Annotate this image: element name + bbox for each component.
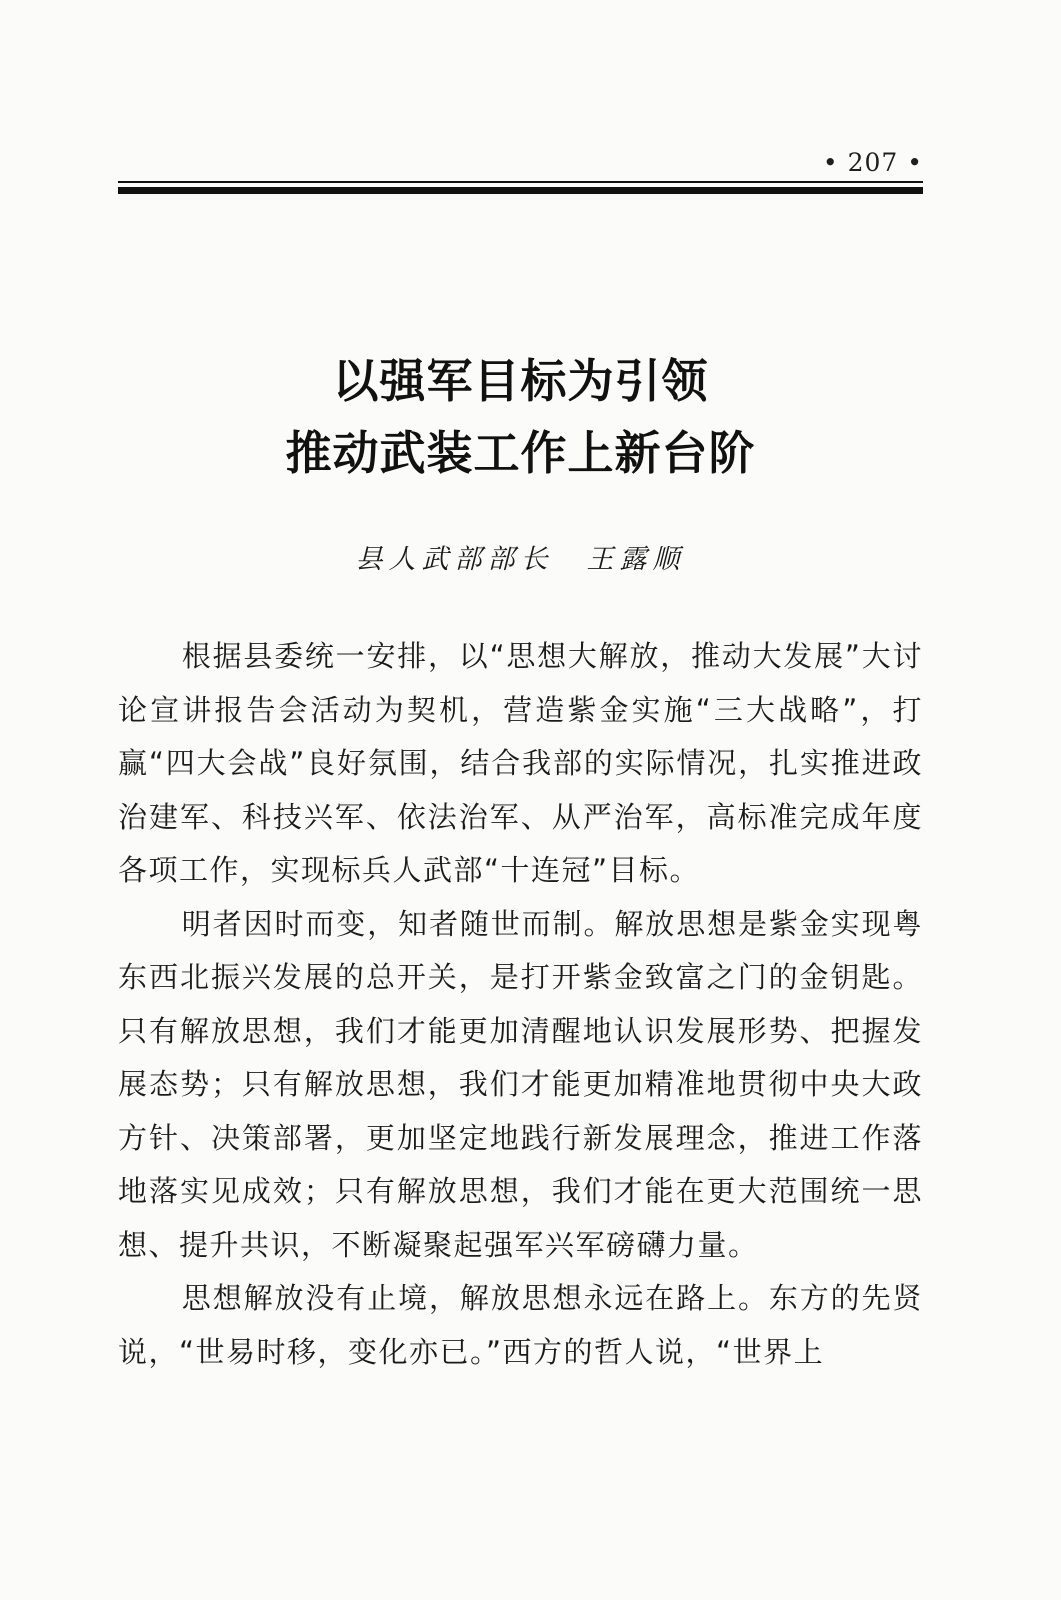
article-title bbox=[118, 345, 923, 489]
title-line-2: 推动武装工作上新台阶 bbox=[285, 426, 756, 480]
paragraph: 根据县委统一安排，以“思想大解放，推动大发展”大讨论宣讲报告会活动为契机，营造紫金实施“三大战略”，打赢“四大会战”良好氛围，结合我部的实际情况，扎实推进政治建军、科技兴军、依法治军、从严治军，高标准完成年度各项工作，实现标兵人武部“十连冠”目标。 bbox=[118, 639, 923, 887]
header-rule-thin bbox=[118, 181, 923, 183]
paragraph: 明者因时而变，知者随世而制。解放思想是紫金实现粤东西北振兴发展的总开关，是打开紫金致富之门的金钥匙。只有解放思想，我们才能更加清醒地认识发展形势、把握发展态势；只有解放思想，我们才能更加精准地贯彻中央大政方针、决策部署，更加坚定地践行新发展理念，推进工作落地落实见成效；只有解放思想，我们才能在更大范围统一思想、提升共识，不断凝聚起强军兴军磅礴力量。 bbox=[118, 906, 923, 1262]
article-body bbox=[118, 630, 923, 1379]
page-number: • 207 • bbox=[822, 148, 923, 177]
paragraph: 思想解放没有止境，解放思想永远在路上。东方的先贤说，“世易时移，变化亦已。”西方的哲人说，“世界上 bbox=[118, 1281, 923, 1369]
title-line-1: 以强军目标为引领 bbox=[332, 354, 709, 408]
header-rule-thick bbox=[118, 187, 923, 194]
author-byline: 县人武部部长 王露顺 bbox=[355, 544, 686, 575]
